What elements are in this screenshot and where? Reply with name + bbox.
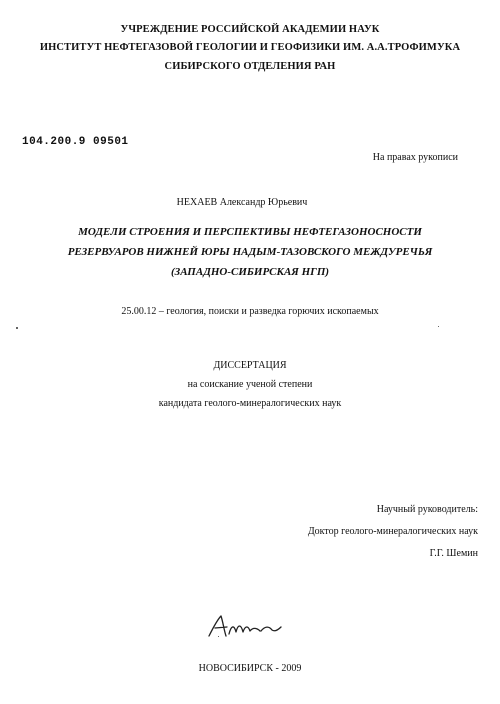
thesis-title-line-1: МОДЕЛИ СТРОЕНИЯ И ПЕРСПЕКТИВЫ НЕФТЕГАЗОНОСНОСТИ (78, 226, 422, 238)
supervisor-name: Г.Г. Шемин (429, 548, 478, 559)
institution-line-1: УЧРЕЖДЕНИЕ РОССИЙСКОЙ АКАДЕМИИ НАУК (120, 24, 380, 35)
city-year: НОВОСИБИРСК - 2009 (198, 663, 302, 674)
registration-number: 104.200.9 09501 (22, 136, 129, 148)
scan-speck (16, 327, 18, 329)
institution-line-3: СИБИРСКОГО ОТДЕЛЕНИЯ РАН (164, 61, 336, 72)
author-name: НЕХАЕВ Александр Юрьевич (176, 197, 308, 208)
author-signature (205, 612, 285, 642)
supervisor-label: Научный руководитель: (376, 504, 478, 515)
dissertation-label: ДИССЕРТАЦИЯ (213, 360, 287, 371)
specialty-code: 25.00.12 – геология, поиски и разведка горючих ископаемых (121, 306, 379, 317)
institution-line-2: ИНСТИТУТ НЕФТЕГАЗОВОЙ ГЕОЛОГИИ И ГЕОФИЗИКИ ИМ. А.А.ТРОФИМУКА (39, 42, 461, 53)
scan-speck (438, 326, 439, 327)
dissertation-field-line: кандидата геолого-минералогических наук (158, 398, 342, 409)
thesis-title-line-2: РЕЗЕРВУАРОВ НИЖНЕЙ ЮРЫ НАДЫМ-ТАЗОВСКОГО МЕЖДУРЕЧЬЯ (67, 246, 433, 258)
supervisor-degree: Доктор геолого-минералогических наук (307, 526, 478, 537)
scan-speck (218, 636, 219, 637)
thesis-title-line-3: (ЗАПАДНО-СИБИРСКАЯ НГП) (170, 266, 330, 278)
manuscript-note: На правах рукописи (372, 152, 458, 163)
dissertation-degree-line: на соискание ученой степени (187, 379, 313, 390)
